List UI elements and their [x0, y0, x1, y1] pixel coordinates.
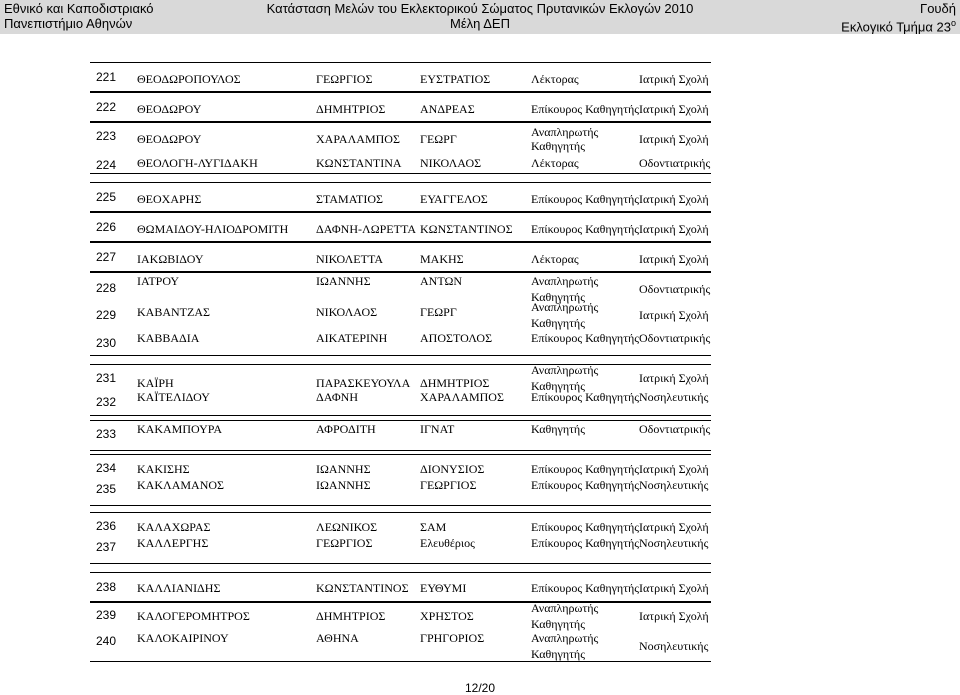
school-cell: Οδοντιατρικής: [639, 422, 711, 436]
rank-cell: Λέκτορας: [531, 72, 579, 86]
row-number: 230: [96, 336, 117, 350]
father-name-cell: ΓΕΩΡΓΙΟΣ: [420, 478, 477, 492]
father-name-cell: ΔΙΟΝΥΣΙΟΣ: [420, 462, 485, 476]
rank-cell: Επίκουρος Καθηγητής: [531, 520, 640, 534]
school-cell: Ιατρική Σχολή: [639, 308, 709, 322]
school-cell: Ιατρική Σχολή: [639, 72, 709, 86]
rank-cell: Καθηγητής: [531, 316, 585, 330]
first-name-cell: ΓΕΩΡΓΙΟΣ: [316, 72, 373, 86]
school-cell: Ιατρική Σχολή: [639, 132, 709, 146]
surname-cell: ΚΑΚΑΜΠΟΥΡΑ: [137, 422, 222, 436]
university-name-line1: Εθνικό και Καποδιστριακό: [4, 1, 154, 16]
first-name-cell: ΔΑΦΝΗ: [316, 390, 358, 404]
table-row-group: [90, 62, 711, 92]
table-row-group: [90, 572, 711, 602]
surname-cell: ΚΑΛΟΓΕΡΟΜΗΤΡΟΣ: [137, 609, 250, 623]
polling-station-line2: Εκλογικό Τμήμα $23^o$: [841, 18, 956, 35]
father-name-cell: Ελευθέριος: [420, 536, 475, 550]
surname-cell: ΚΑΛΑΧΩΡΑΣ: [137, 520, 211, 534]
school-cell: Νοσηλευτικής: [639, 390, 709, 404]
surname-cell: ΘΕΟΛΟΓΗ-ΛΥΓΙΔΑΚΗ: [137, 156, 258, 170]
table-row-group: [90, 364, 711, 416]
father-name-cell: ΕΥΑΓΓΕΛΟΣ: [420, 192, 488, 206]
row-number: 227: [96, 250, 117, 264]
row-number: 235: [96, 482, 117, 496]
father-name-cell: ΧΑΡΑΛΑΜΠΟΣ: [420, 390, 504, 404]
first-name-cell: ΚΩΝΣΤΑΝΤΙΝΑ: [316, 156, 402, 170]
father-name-cell: ΙΓΝΑΤ: [420, 422, 455, 436]
rank-cell: Επίκουρος Καθηγητής: [531, 331, 640, 345]
father-name-cell: ΓΕΩΡΓ: [420, 132, 457, 146]
row-number: 239: [96, 608, 117, 622]
surname-cell: ΘΕΟΔΩΡΟΥ: [137, 102, 202, 116]
first-name-cell: ΧΑΡΑΛΑΜΠΟΣ: [316, 132, 400, 146]
table-row-group: [90, 212, 711, 242]
father-name-cell: ΕΥΘΥΜΙ: [420, 581, 467, 595]
row-number: 233: [96, 427, 117, 441]
table-row-group: [90, 92, 711, 122]
school-cell: Ιατρική Σχολή: [639, 371, 709, 385]
rank-cell: Καθηγητής: [531, 647, 585, 661]
surname-cell: ΘΩΜΑΙΔΟΥ-ΗΛΙΟΔΡΟΜΙΤΗ: [137, 222, 289, 236]
table-row-group: [90, 242, 711, 272]
surname-cell: ΚΑΛΛΕΡΓΗΣ: [137, 536, 209, 550]
surname-cell: ΚΑΒΒΑΔΙΑ: [137, 331, 200, 345]
document-title-line1: Κατάσταση Μελών του Εκλεκτορικού Σώματος Πρυτανικών Εκλογών 2010: [266, 1, 694, 16]
father-name-cell: ΜΑΚΗΣ: [420, 252, 464, 266]
father-name-cell: ΣΑΜ: [420, 520, 447, 534]
father-name-cell: ΑΠΟΣΤΟΛΟΣ: [420, 331, 493, 345]
table-row-group: [90, 272, 711, 356]
rank-cell: Αναπληρωτής: [531, 274, 599, 288]
surname-cell: ΚΑΛΛΙΑΝΙΔΗΣ: [137, 581, 221, 595]
row-number: 226: [96, 220, 117, 234]
table-row-group: [90, 122, 711, 174]
first-name-cell: ΑΙΚΑΤΕΡΙΝΗ: [316, 331, 388, 345]
father-name-cell: ΚΩΝΣΤΑΝΤΙΝΟΣ: [420, 222, 513, 236]
surname-cell: ΚΑΚΛΑΜΑΝΟΣ: [137, 478, 225, 492]
father-name-cell: ΧΡΗΣΤΟΣ: [420, 609, 474, 623]
first-name-cell: ΙΩΑΝΝΗΣ: [316, 274, 371, 288]
first-name-cell: ΑΦΡΟΔΙΤΗ: [316, 422, 376, 436]
surname-cell: ΚΑΛΟΚΑΙΡΙΝΟΥ: [137, 631, 229, 645]
row-number: 223: [96, 129, 117, 143]
row-number: 232: [96, 395, 117, 409]
surname-cell: ΘΕΟΧΑΡΗΣ: [137, 192, 202, 206]
father-name-cell: ΔΗΜΗΤΡΙΟΣ: [420, 376, 490, 390]
first-name-cell: ΔΗΜΗΤΡΙΟΣ: [316, 102, 386, 116]
father-name-cell: ΓΕΩΡΓ: [420, 305, 457, 319]
row-number: 222: [96, 100, 117, 114]
surname-cell: ΚΑΚΙΣΗΣ: [137, 462, 190, 476]
rank-cell: Καθηγητής: [531, 617, 585, 631]
document-title-line2: Μέλη ΔΕΠ: [450, 16, 510, 31]
row-number: 236: [96, 519, 117, 533]
rank-cell: Επίκουρος Καθηγητής: [531, 192, 640, 206]
surname-cell: ΙΑΤΡΟΥ: [137, 274, 180, 288]
surname-cell: ΘΕΟΔΩΡΟΠΟΥΛΟΣ: [137, 72, 241, 86]
school-cell: Οδοντιατρικής: [639, 156, 711, 170]
school-cell: Ιατρική Σχολή: [639, 222, 709, 236]
first-name-cell: ΛΕΩΝΙΚΟΣ: [316, 520, 378, 534]
first-name-cell: ΝΙΚΟΛΑΟΣ: [316, 305, 378, 319]
school-cell: Οδοντιατρικής: [639, 331, 711, 345]
table-row-group: [90, 182, 711, 212]
rank-cell: Αναπληρωτής: [531, 631, 599, 645]
school-cell: Ιατρική Σχολή: [639, 609, 709, 623]
rank-cell: Καθηγητής: [531, 379, 585, 393]
rank-cell: Αναπληρωτής: [531, 601, 599, 615]
surname-cell: ΚΑΒΑΝΤΖΑΣ: [137, 305, 210, 319]
polling-station: [841, 1, 956, 34]
polling-station-line1: Γουδή: [920, 1, 956, 16]
rank-cell: Αναπληρωτής: [531, 300, 599, 314]
row-number: 238: [96, 580, 117, 594]
row-number: 229: [96, 308, 117, 322]
father-name-cell: ΑΝΤΩΝ: [420, 274, 463, 288]
row-number: 221: [96, 70, 117, 84]
father-name-cell: ΑΝΔΡΕΑΣ: [420, 102, 475, 116]
school-cell: Ιατρική Σχολή: [639, 520, 709, 534]
rank-cell: Επίκουρος Καθηγητής: [531, 536, 640, 550]
first-name-cell: ΑΘΗΝΑ: [316, 631, 359, 645]
first-name-cell: ΚΩΝΣΤΑΝΤΙΝΟΣ: [316, 581, 409, 595]
table-row-group: [90, 454, 711, 506]
rank-cell: Καθηγητής: [531, 139, 585, 153]
school-cell: Ιατρική Σχολή: [639, 252, 709, 266]
row-number: 224: [96, 158, 117, 172]
school-cell: Ιατρική Σχολή: [639, 102, 709, 116]
row-number: 234: [96, 461, 117, 475]
rank-cell: Επίκουρος Καθηγητής: [531, 478, 640, 492]
first-name-cell: ΝΙΚΟΛΕΤΤΑ: [316, 252, 383, 266]
university-name-line2: Πανεπιστήμιο Αθηνών: [4, 16, 133, 31]
rank-cell: Καθηγητής: [531, 422, 585, 436]
rank-cell: Επίκουρος Καθηγητής: [531, 581, 640, 595]
first-name-cell: ΙΩΑΝΝΗΣ: [316, 478, 371, 492]
row-number: 225: [96, 190, 117, 204]
surname-cell: ΚΑΪΤΕΛΙΔΟΥ: [137, 390, 210, 404]
father-name-cell: ΓΡΗΓΟΡΙΟΣ: [420, 631, 485, 645]
first-name-cell: ΠΑΡΑΣΚΕΥΟΥΛΑ: [316, 376, 411, 390]
rank-cell: Επίκουρος Καθηγητής: [531, 390, 640, 404]
page-header: [0, 0, 960, 34]
rank-cell: Επίκουρος Καθηγητής: [531, 102, 640, 116]
row-number: 240: [96, 634, 117, 648]
surname-cell: ΚΑΪΡΗ: [137, 376, 174, 390]
school-cell: Ιατρική Σχολή: [639, 462, 709, 476]
school-cell: Οδοντιατρικής: [639, 282, 711, 296]
table-row-group: [90, 420, 711, 451]
rank-cell: Επίκουρος Καθηγητής: [531, 222, 640, 236]
school-cell: Ιατρική Σχολή: [639, 581, 709, 595]
rank-cell: Λέκτορας: [531, 252, 579, 266]
row-number: 237: [96, 540, 117, 554]
rank-cell: Αναπληρωτής: [531, 125, 599, 139]
rank-cell: Επίκουρος Καθηγητής: [531, 462, 640, 476]
table-row-group: [90, 512, 711, 564]
school-cell: Νοσηλευτικής: [639, 536, 709, 550]
surname-cell: ΙΑΚΩΒΙΔΟΥ: [137, 252, 204, 266]
table-row-group: [90, 602, 711, 662]
first-name-cell: ΙΩΑΝΝΗΣ: [316, 462, 371, 476]
rank-cell: Λέκτορας: [531, 156, 579, 170]
father-name-cell: ΕΥΣΤΡΑΤΙΟΣ: [420, 72, 491, 86]
rank-cell: Αναπληρωτής: [531, 363, 599, 377]
first-name-cell: ΓΕΩΡΓΙΟΣ: [316, 536, 373, 550]
rank-cell: Καθηγητής: [531, 290, 585, 304]
school-cell: Ιατρική Σχολή: [639, 192, 709, 206]
first-name-cell: ΔΑΦΝΗ-ΛΩΡΕΤΤΑ: [316, 222, 416, 236]
row-number: 231: [96, 371, 117, 385]
first-name-cell: ΔΗΜΗΤΡΙΟΣ: [316, 609, 386, 623]
document-title: [0, 1, 960, 31]
row-number: 228: [96, 281, 117, 295]
page-number: 12/20: [464, 681, 496, 695]
school-cell: Νοσηλευτικής: [639, 478, 709, 492]
school-cell: Νοσηλευτικής: [639, 639, 709, 653]
first-name-cell: ΣΤΑΜΑΤΙΟΣ: [316, 192, 384, 206]
father-name-cell: ΝΙΚΟΛΑΟΣ: [420, 156, 482, 170]
surname-cell: ΘΕΟΔΩΡΟΥ: [137, 132, 202, 146]
